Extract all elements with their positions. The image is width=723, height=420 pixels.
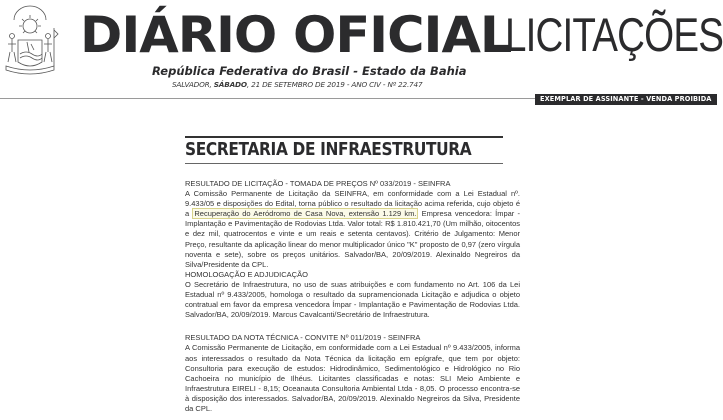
notice-heading: RESULTADO DA NOTA TÉCNICA - CONVITE Nº 011/2019 - SEINFRA	[185, 333, 421, 343]
subscriber-badge: EXEMPLAR DE ASSINANTE - VENDA PROIBIDA	[535, 94, 717, 105]
masthead	[0, 0, 723, 103]
section-divider-bottom	[185, 163, 503, 164]
notice-body	[185, 189, 520, 270]
section-divider-top	[185, 136, 503, 138]
dateline-rest: , 21 DE SETEMBRO DE 2019 - ANO CIV - Nº 22.747	[246, 80, 423, 89]
bahia-coat-of-arms-icon	[2, 4, 58, 84]
header-divider	[0, 98, 535, 99]
spacer	[185, 320, 520, 333]
dateline-city: SALVADOR,	[172, 80, 214, 89]
notice-body: O Secretário de Infraestrutura, no uso de suas atribuições e com fundamento no Art. 106 da Lei Estadual nº 9.433/2005, homologa o resultado da supramencionada Licitação e adjudica o objeto contratual em favor da empresa vencedora Ímpar - Implantação e Pavimentação de Rodovias Ltda. Salvador/BA, 20/09/2019. Marcus Cavalcanti/Secretário de Infraestrutura.	[185, 279, 520, 320]
notice-body-text: A Comissão Permanente de Licitação da SEINFRA, em conformidade com a Lei Estadual nº. 9.433/05 e disposições do Edital, torna público o resultado da licitação acima referida, cujo objeto é a	[185, 189, 520, 219]
section-name: LICITAÇÕES	[505, 8, 723, 61]
notice-heading: RESULTADO DE LICITAÇÃO - TOMADA DE PREÇOS Nº 033/2019 - SEINFRA	[185, 179, 451, 188]
highlighted-text: Recuperação do Aeródromo de Casa Nova, extensão 1.129 km.	[194, 209, 417, 219]
notice-body-text: Empresa vencedora: Ímpar - Implantação e Pavimentação de Rodovias Ltda. Valor total: R$ 1.810.421,70 (Um milhão, oitocentos e dez mil, quatrocentos e vinte e um reais e setenta centavos). Critério de Julgamento: Menor Preço, resultante da aplicação linear do menor multiplicador único "K" proposto de 0,97 (zero vírgula noventa e sete), sobre os preços unitários. Salvador/BA, 20/09/2019. Alexinaldo Negreiros da Silva/Presidente da CPL.	[185, 209, 521, 269]
subtitle: República Federativa do Brasil - Estado da Bahia	[152, 64, 467, 78]
notices	[185, 179, 520, 414]
dateline	[172, 80, 422, 89]
notice-body: A Comissão Permanente de Licitação, em conformidade com a Lei Estadual nº 9.433/2005, informa aos interessados o resultado da Nota Técnica da licitação em epígrafe, que tem por objeto: Consultoria para execução de estudos: Hidrodinâmico, Sedimentológico e Hidrológico no Rio Cachoeira no município de Ilhéus. Licitantes classificadas e notas: SLI Meio Ambiente e Infraestrutura EIRELI - 8,15; Oceanauta Consultoria Ambiental Ltda - 8,05. O processo encontra-se à disposição dos interessados. Salvador/BA, 20/09/2019. Alexinaldo Negreiros da Silva, Presidente da CPL.	[185, 343, 520, 413]
dateline-day: SÁBADO	[213, 80, 247, 89]
notice-heading: HOMOLOGAÇÃO E ADJUDICAÇÃO	[185, 269, 308, 279]
newspaper-title: DIÁRIO OFICIAL	[80, 6, 512, 64]
section-title: SECRETARIA DE INFRAESTRUTURA	[185, 140, 472, 160]
